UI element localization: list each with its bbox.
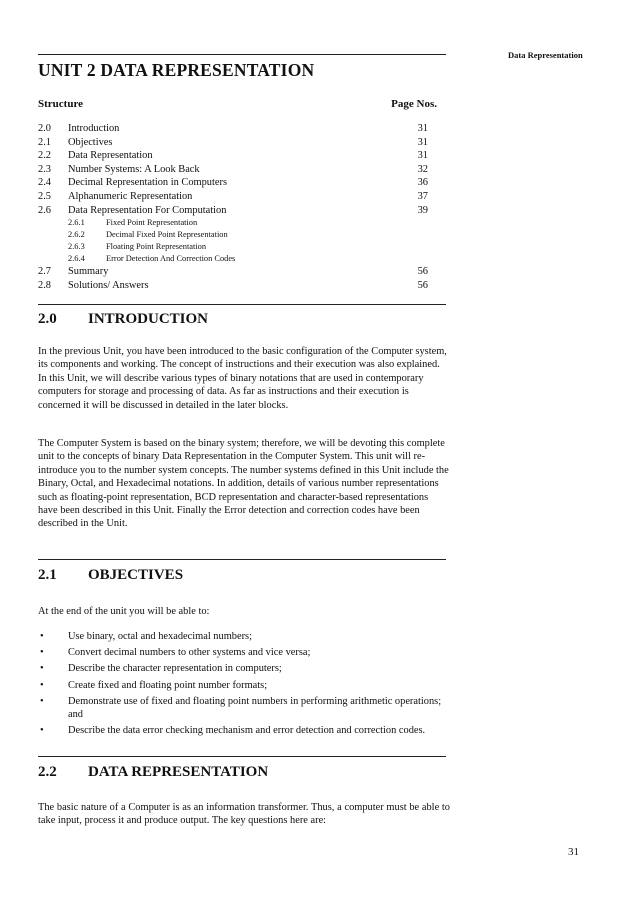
intro-paragraph-2: The Computer System is based on the binary system; therefore, we will be devoting this complete unit to the concepts of binary Data Representation in the Computer System. This unit will re-introduce you to the number system concepts. The number systems defined in this Unit include the Binary, Octal, and Hexadecimal notations. In addition, details of various number representations such as floating-point representation, BCD representation and character-based representations have been described in this Unit. Finally the Error detection and correction codes have been described in the Unit. [38, 438, 449, 530]
toc-sub-number: 2.6.2 [68, 230, 85, 240]
list-item-text: Demonstrate use of fixed and floating point numbers in performing arithmetic operations; and [68, 695, 442, 721]
bullet-icon: • [40, 663, 44, 675]
data-rep-paragraph-1: The basic nature of a Computer is as an information transformer. Thus, a computer must be able to take input, process it and produce output. The key questions here are: [38, 802, 450, 827]
intro-paragraph-1: In the previous Unit, you have been introduced to the basic configuration of the Computer system, its components and working. The concept of instructions and their execution was also explained. In this Unit, we will describe various types of binary notations that are used in contemporary computers for storage and processing of data. As far as instructions and their execution is concerned it will be discussed in detailed in the later blocks. [38, 346, 447, 411]
toc-sub-title: Decimal Fixed Point Representation [106, 230, 228, 240]
bullet-icon: • [40, 647, 44, 659]
toc-title: Alphanumeric Representation [68, 190, 193, 202]
section-rule [38, 559, 446, 560]
section-number: 2.1 [38, 567, 57, 583]
list-item [38, 724, 450, 737]
toc-page: 56 [417, 279, 428, 291]
toc-title: Summary [68, 266, 109, 278]
toc-sub-number: 2.6.1 [68, 218, 85, 228]
list-item [38, 646, 450, 659]
bullet-icon: • [40, 695, 44, 707]
toc-number: 2.8 [38, 279, 51, 291]
toc-title: Data Representation [68, 150, 153, 162]
section-heading-introduction [38, 311, 208, 328]
running-header: Data Representation [508, 50, 583, 60]
page-number: 31 [568, 846, 579, 858]
bullet-icon: • [40, 725, 44, 737]
toc-number: 2.7 [38, 266, 51, 278]
unit-title: UNIT 2 DATA REPRESENTATION [38, 60, 315, 80]
list-item [38, 679, 450, 692]
toc-item [38, 279, 446, 293]
toc-title: Number Systems: A Look Back [68, 163, 200, 175]
toc-sub-number: 2.6.4 [68, 254, 85, 264]
toc-number: 2.6 [38, 204, 51, 216]
list-item-text: Convert decimal numbers to other systems and vice versa; [68, 647, 311, 659]
structure-label: Structure [38, 98, 84, 110]
toc-item [38, 190, 446, 204]
toc-number: 2.5 [38, 190, 51, 202]
section-title: INTRODUCTION [88, 311, 209, 327]
toc-subitem [38, 241, 446, 253]
section-title: DATA REPRESENTATION [88, 764, 269, 780]
list-item-text: Create fixed and floating point number formats; [68, 679, 268, 691]
toc-title: Objectives [68, 136, 113, 148]
section-rule [38, 304, 446, 305]
toc-sub-title: Fixed Point Representation [106, 218, 198, 228]
toc-subitem [38, 229, 446, 241]
toc-page: 39 [417, 204, 428, 216]
toc-item [38, 176, 446, 190]
section-number: 2.2 [38, 764, 57, 780]
table-of-contents [38, 122, 446, 292]
section-rule [38, 756, 446, 757]
toc-page: 37 [417, 190, 428, 202]
toc-page: 31 [417, 150, 428, 162]
list-item [38, 695, 450, 721]
toc-number: 2.2 [38, 150, 51, 162]
top-rule [38, 54, 446, 55]
objectives-lead: At the end of the unit you will be able to: [38, 606, 210, 617]
section-title: OBJECTIVES [88, 567, 184, 583]
toc-item [38, 122, 446, 136]
toc-sub-title: Error Detection And Correction Codes [106, 254, 236, 264]
objectives-list [38, 630, 450, 740]
section-heading-data-representation [38, 764, 268, 781]
toc-subitem [38, 253, 446, 265]
toc-item [38, 136, 446, 150]
toc-number: 2.3 [38, 163, 51, 175]
toc-title: Introduction [68, 123, 120, 134]
toc-number: 2.4 [38, 177, 51, 189]
list-item-text: Describe the data error checking mechanism and error detection and correction codes. [68, 725, 426, 737]
list-item [38, 630, 450, 643]
bullet-icon: • [40, 631, 44, 642]
bullet-icon: • [40, 679, 44, 691]
toc-item [38, 163, 446, 177]
list-item [38, 662, 450, 675]
toc-number: 2.0 [38, 123, 51, 134]
page-nos-label: Page Nos. [391, 98, 437, 110]
toc-title: Decimal Representation in Computers [68, 177, 227, 189]
toc-page: 31 [417, 123, 428, 134]
toc-item [38, 204, 446, 218]
toc-page: 36 [417, 177, 428, 189]
toc-page: 31 [417, 136, 428, 148]
toc-title: Solutions/ Answers [68, 279, 149, 291]
toc-page: 56 [417, 266, 428, 278]
section-heading-objectives [38, 567, 183, 584]
toc-page: 32 [417, 163, 428, 175]
toc-subitem [38, 217, 446, 229]
toc-number: 2.1 [38, 136, 51, 148]
section-number: 2.0 [38, 311, 57, 327]
toc-item [38, 149, 446, 163]
list-item-text: Describe the character representation in computers; [68, 663, 282, 675]
toc-sub-number: 2.6.3 [68, 242, 85, 252]
toc-item [38, 265, 446, 279]
list-item-text: Use binary, octal and hexadecimal numbers; [68, 631, 252, 642]
structure-header [38, 98, 446, 110]
toc-sub-title: Floating Point Representation [106, 242, 207, 252]
toc-title: Data Representation For Computation [68, 204, 227, 216]
